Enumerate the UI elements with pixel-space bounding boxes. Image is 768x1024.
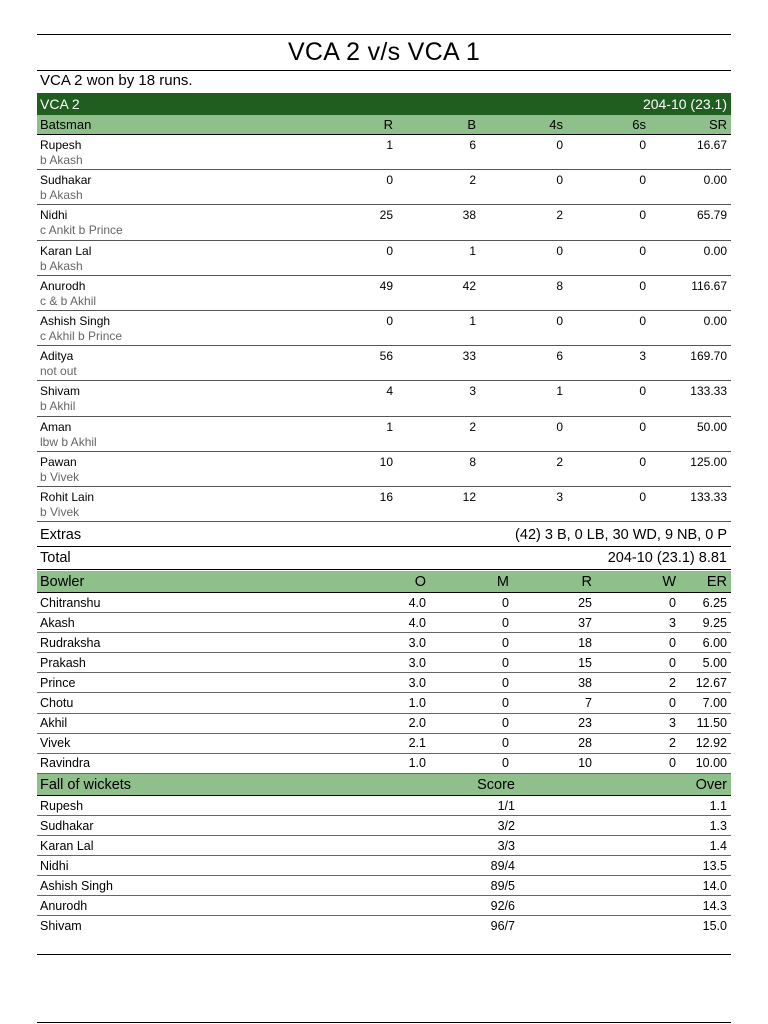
batsman-balls: 33 [462,349,476,364]
batsman-balls: 42 [462,278,476,293]
fow-over: 1.3 [709,818,727,833]
col-sixes: 6s [632,117,646,132]
batsman-stats [37,487,731,504]
total-row [37,547,731,570]
batsman-strike-rate: 0.00 [703,313,727,328]
batsman-name: Karan Lal [40,243,92,258]
batsman-name: Aman [40,419,72,434]
bowler-name: Chotu [40,696,74,711]
bowler-maidens: 0 [502,756,509,771]
batsman-balls: 2 [469,419,476,434]
fow-over: 14.3 [702,898,727,913]
team-name: VCA 2 [40,96,80,112]
bowler-overs: 1.0 [408,696,426,711]
batsman-sixes: 0 [639,173,646,188]
batsman-name: Shivam [40,384,81,399]
col-wickets: W [662,573,676,590]
batting-table [37,115,731,522]
bowler-row [37,754,731,774]
batsman-sixes: 0 [639,384,646,399]
batsman-balls: 12 [462,489,476,504]
batsman-stats [37,135,731,152]
batsman-balls: 1 [469,243,476,258]
batsman-stats [37,452,731,469]
bowler-overs: 4.0 [408,615,426,630]
bowler-overs: 4.0 [408,595,426,610]
bowler-economy: 6.25 [702,595,727,610]
col-fow-score: Score [477,776,515,793]
fow-batsman: Rupesh [40,798,84,813]
bowler-row [37,693,731,713]
batsman-row [37,241,731,276]
batsman-balls: 1 [469,313,476,328]
batsman-strike-rate: 125.00 [690,454,727,469]
batsman-stats [37,241,731,258]
batsman-runs: 56 [379,349,393,364]
bowler-name: Prakash [40,655,86,670]
batsman-strike-rate: 65.79 [696,208,727,223]
batsman-name: Rupesh [40,138,82,152]
match-result: VCA 2 won by 18 runs. [40,72,193,89]
bowler-name: Rudraksha [40,635,101,650]
fow-score: 89/4 [490,858,515,873]
batsman-dismissal: c & b Akhil [40,293,97,308]
batsman-row [37,135,731,170]
bowler-overs: 3.0 [408,675,426,690]
batsman-dismissal: b Akash [40,153,83,167]
bowling-table [37,571,731,774]
bowler-name: Akash [40,615,75,630]
fow-score: 3/3 [497,838,515,853]
batsman-fours: 6 [556,349,563,364]
bowler-runs: 37 [578,615,592,630]
batsman-name: Sudhakar [40,173,92,188]
batsman-runs: 10 [379,454,393,469]
batsman-fours: 2 [556,208,563,223]
batsman-row [37,346,731,381]
fow-batsman: Shivam [40,919,82,933]
batsman-balls: 3 [469,384,476,399]
batsman-strike-rate: 133.33 [690,384,727,399]
batsman-fours: 0 [556,173,563,188]
batsman-strike-rate: 116.67 [691,278,727,293]
col-bowler: Bowler [40,573,85,590]
bowler-runs: 10 [578,756,592,771]
bowler-wickets: 0 [669,595,676,610]
fow-score: 92/6 [490,898,515,913]
bowler-row [37,593,731,613]
batsman-dismissal: b Vivek [40,469,80,484]
total-label: Total [40,550,71,566]
batsman-fours: 8 [556,278,563,293]
bowler-row [37,653,731,673]
bowler-runs: 18 [578,635,592,650]
bowler-name: Chitranshu [40,595,101,610]
batsman-sixes: 0 [639,313,646,328]
col-economy: ER [706,573,727,590]
batsman-sixes: 0 [639,243,646,258]
batsman-sixes: 0 [639,489,646,504]
bowler-maidens: 0 [502,736,509,751]
batsman-dismissal: b Akash [40,258,83,273]
fow-over: 14.0 [702,878,727,893]
fow-batsman: Sudhakar [40,818,94,833]
batsman-sixes: 0 [639,278,646,293]
fow-batsman: Nidhi [40,858,69,873]
bowler-maidens: 0 [502,595,509,610]
bowler-name: Vivek [40,736,71,751]
batsman-row [37,452,731,487]
batsman-fours: 0 [556,313,563,328]
bowler-economy: 11.50 [696,716,727,731]
bowler-maidens: 0 [502,696,509,711]
batting-header [37,115,731,135]
scorecard-title-bar [37,34,731,71]
batsman-fours: 0 [556,419,563,434]
bowler-maidens: 0 [502,655,509,670]
fow-batsman: Anurodh [40,898,88,913]
bowling-rows [37,593,731,774]
batsman-stats [37,417,731,434]
batsman-strike-rate: 0.00 [703,173,727,188]
total-value: 204-10 (23.1) 8.81 [607,550,727,566]
bowler-name: Prince [40,675,76,690]
bowler-overs: 3.0 [408,655,426,670]
batsman-stats [37,276,731,293]
bowler-runs: 15 [578,655,592,670]
batsman-sixes: 0 [639,138,646,152]
col-fow-batsman: Fall of wickets [40,776,132,793]
batsman-balls: 2 [469,173,476,188]
bowler-runs: 23 [578,716,592,731]
fow-row [37,816,731,836]
fow-score: 3/2 [497,818,515,833]
fow-row [37,836,731,856]
fow-over: 15.0 [702,919,727,933]
col-batsman: Batsman [40,117,92,132]
batsman-fours: 0 [556,138,563,152]
batsman-runs: 25 [379,208,393,223]
bowler-overs: 3.0 [408,635,426,650]
col-fours: 4s [549,117,563,132]
bowler-runs: 38 [578,675,592,690]
batsman-runs: 0 [386,313,393,328]
batsman-stats [37,346,731,363]
batsman-strike-rate: 169.70 [690,349,727,364]
batsman-name: Nidhi [40,208,68,223]
batsman-stats [37,205,731,222]
bowler-economy: 9.25 [702,615,727,630]
bowler-overs: 1.0 [408,756,426,771]
batsman-fours: 2 [556,454,563,469]
batsman-strike-rate: 16.67 [696,138,727,152]
bowler-wickets: 0 [669,635,676,650]
batsman-fours: 0 [556,243,563,258]
batsman-row [37,417,731,452]
batsman-dismissal: lbw b Akhil [40,434,97,449]
fow-over: 1.1 [709,798,727,813]
batsman-runs: 1 [386,419,393,434]
fall-of-wickets-table [37,774,731,936]
batsman-sixes: 3 [639,349,646,364]
batsman-sixes: 0 [639,208,646,223]
bowler-wickets: 0 [669,655,676,670]
col-fow-over: Over [695,776,727,793]
bowler-economy: 6.00 [702,635,727,650]
bowler-economy: 10.00 [695,756,727,771]
batsman-row [37,311,731,346]
col-runs: R [383,117,393,132]
batsman-runs: 4 [386,384,393,399]
bowler-row [37,734,731,754]
bowler-economy: 5.00 [702,655,727,670]
innings-team-bar [37,93,731,115]
batsman-runs: 0 [386,173,393,188]
footer-divider [37,954,731,955]
fow-row [37,876,731,896]
batsman-stats [37,381,731,398]
batsman-dismissal: b Vivek [40,504,80,519]
batsman-row [37,381,731,416]
fow-row [37,916,731,936]
batsman-strike-rate: 0.00 [703,243,727,258]
bowler-maidens: 0 [502,716,509,731]
batsman-stats [37,170,731,187]
bowler-name: Akhil [40,716,68,731]
batsman-dismissal: b Akash [40,188,83,203]
bowler-maidens: 0 [502,615,509,630]
batsman-name: Anurodh [40,278,86,293]
bowler-overs: 2.0 [408,716,426,731]
batsman-runs: 49 [379,278,393,293]
batsman-runs: 16 [379,489,393,504]
page-bottom-divider [37,1022,731,1023]
bowler-wickets: 3 [669,615,676,630]
bowler-economy: 12.92 [695,736,727,751]
batsman-name: Pawan [40,454,77,469]
batsman-row [37,276,731,311]
batsman-balls: 6 [469,138,476,152]
fow-rows [37,796,731,936]
extras-label: Extras [40,527,82,543]
fow-batsman: Ashish Singh [40,878,113,893]
bowler-wickets: 2 [669,675,676,690]
batsman-balls: 38 [462,208,476,223]
fow-row [37,796,731,816]
fow-over: 1.4 [709,838,727,853]
fow-header [37,774,731,796]
batsman-row [37,170,731,205]
fow-row [37,896,731,916]
bowler-wickets: 3 [669,716,676,731]
bowler-name: Ravindra [40,756,91,771]
batsman-strike-rate: 133.33 [690,489,727,504]
bowler-economy: 7.00 [702,696,727,711]
batsman-sixes: 0 [639,419,646,434]
bowler-row [37,633,731,653]
batsman-name: Rohit Lain [40,489,95,504]
batsman-sixes: 0 [639,454,646,469]
batsman-fours: 1 [556,384,563,399]
batting-rows [37,135,731,522]
col-strike-rate: SR [708,117,727,132]
batsman-dismissal: not out [40,364,77,379]
batsman-runs: 1 [386,138,393,152]
fow-over: 13.5 [702,858,727,873]
batsman-fours: 3 [556,489,563,504]
batsman-dismissal: c Akhil b Prince [40,328,123,343]
col-maidens: M [496,573,509,590]
bowler-runs: 7 [585,696,592,711]
bowler-row [37,613,731,633]
bowler-economy: 12.67 [695,675,727,690]
bowler-row [37,714,731,734]
batsman-name: Ashish Singh [40,313,111,328]
fow-batsman: Karan Lal [40,838,94,853]
bowler-row [37,673,731,693]
extras-value: (42) 3 B, 0 LB, 30 WD, 9 NB, 0 P [515,527,727,543]
bowling-header [37,571,731,593]
bowler-runs: 28 [578,736,592,751]
batsman-row [37,487,731,522]
batsman-stats [37,311,731,328]
bowler-runs: 25 [578,595,592,610]
col-runs-conceded: R [581,573,592,590]
batsman-row [37,205,731,240]
fow-score: 1/1 [497,798,515,813]
batsman-strike-rate: 50.00 [696,419,727,434]
batsman-dismissal: c Ankit b Prince [40,223,123,238]
bowler-maidens: 0 [502,635,509,650]
bowler-overs: 2.1 [408,736,426,751]
innings-score: 204-10 (23.1) [642,96,727,112]
batsman-dismissal: b Akhil [40,399,76,414]
batsman-runs: 0 [386,243,393,258]
bowler-maidens: 0 [502,675,509,690]
extras-row [37,524,731,547]
page-title: VCA 2 v/s VCA 1 [287,38,481,66]
fow-score: 89/5 [490,878,515,893]
col-balls: B [467,117,476,132]
fow-score: 96/7 [490,919,515,933]
bowler-wickets: 0 [669,756,676,771]
fow-row [37,856,731,876]
bowler-wickets: 2 [669,736,676,751]
bowler-wickets: 0 [669,696,676,711]
batsman-balls: 8 [469,454,476,469]
batsman-name: Aditya [40,349,74,364]
col-overs: O [414,573,426,590]
